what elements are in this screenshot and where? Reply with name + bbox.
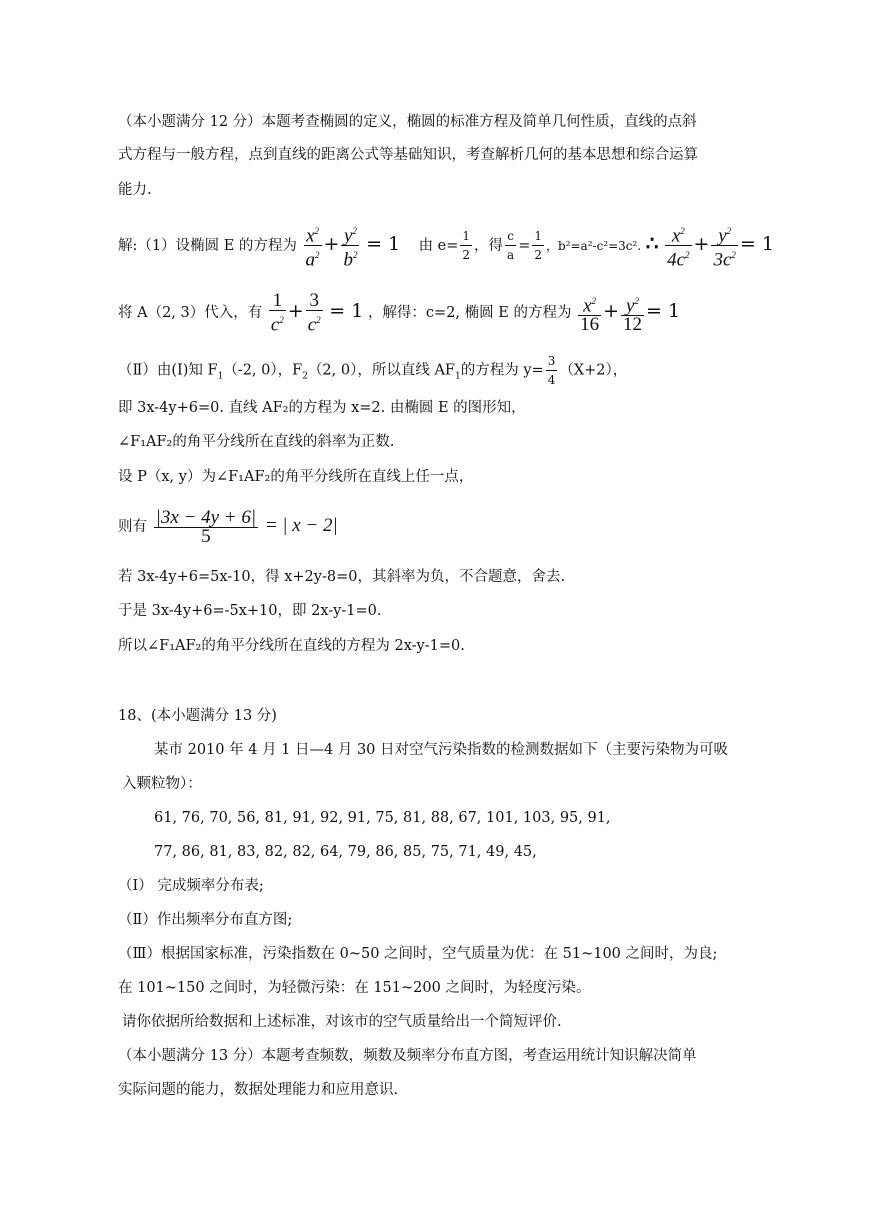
analysis-17-line2: 式方程与一般方程，点到直线的距离公式等基础知识，考查解析几何的基本思想和综合运算 — [118, 147, 698, 163]
distance-numerator: |3x − 4y + 6| — [155, 506, 257, 528]
question-18-part3-line2: 在 101~150 之间时，为轻微污染：在 151~200 之间时，为轻度污染。 — [118, 980, 591, 996]
solve-label: ，解得：c=2, 椭圆 E 的方程为 — [367, 305, 572, 322]
part2-line5-prefix: 则有 — [118, 519, 147, 535]
part2-line3: ∠F₁AF₂的角平分线所在直线的斜率为正数. — [118, 434, 395, 450]
therefore-symbol: ∴ — [645, 230, 659, 255]
solution-2-prefix: 将 A（2, 3）代入，有 — [118, 305, 263, 322]
part2-line4: 设 P（x, y）为∠F₁AF₂的角平分线所在直线上任一点， — [118, 469, 474, 485]
equation-1-tail: = 1 — [366, 232, 401, 255]
fraction-3-c2: $\frac{3}{c^2}$ — [307, 290, 321, 336]
fraction-x2-16: $\frac{x^2}{16}$ — [578, 292, 601, 334]
fraction-x2-4c2: $\frac{x^2}{4c^2}$ — [665, 222, 691, 270]
analysis-18-line2: 实际问题的能力，数据处理能力和应用意识. — [118, 1082, 399, 1098]
part2-line1-b: （-2, 0），F — [223, 362, 303, 379]
distance-equation-tail: = | x − 2| — [264, 515, 338, 536]
get-label: ，得 — [474, 237, 504, 254]
fraction-3-4: $\frac{3}{4}$ — [547, 354, 556, 387]
solution-1-prefix: 解:（1）设椭圆 E 的方程为 — [118, 237, 297, 254]
question-18-part3-line1: （Ⅲ）根据国家标准，污染指数在 0~50 之间时，空气质量为优：在 51~100 之间时，为良; — [118, 946, 718, 962]
question-18-intro-line2: 入颗粒物）： — [122, 776, 202, 792]
part2-line7: 于是 3x-4y+6=-5x+10，即 2x-y-1=0. — [118, 603, 382, 619]
analysis-17-line3: 能力. — [118, 182, 152, 198]
fraction-one-half-a: $\frac{1}{2}$ — [462, 229, 471, 263]
data-line-2: 77, 86, 81, 83, 82, 82, 64, 79, 86, 85, 75, 71, 49, 45, — [154, 844, 537, 860]
question-18-part1: （Ⅰ） 完成频率分布表; — [118, 878, 264, 894]
eccentricity-label: 由 e= — [418, 237, 459, 254]
question-18-header: 18、(本小题满分 13 分) — [118, 708, 277, 724]
fraction-distance — [154, 506, 258, 547]
part2-line8: 所以∠F₁AF₂的角平分线所在直线的方程为 2x-y-1=0. — [118, 638, 465, 654]
question-18-intro-line1: 某市 2010 年 4 月 1 日—4 月 30 日对空气污染指数的检测数据如下（主要污染物为可吸 — [154, 742, 729, 758]
fraction-c-a: $\frac{c}{a}$ — [507, 229, 515, 263]
fraction-1-c2: $\frac{1}{c^2}$ — [270, 290, 284, 336]
analysis-17-line1: （本小题满分 12 分）本题考查椭圆的定义，椭圆的标准方程及简单几何性质，直线的点斜 — [118, 114, 697, 130]
fraction-x2-a2: $\frac{x^2}{a^2}$ — [304, 222, 322, 270]
equation-2-tail: = 1 — [329, 300, 364, 323]
part2-line1-d: 的方程为 y= — [460, 362, 544, 379]
fraction-y2-b2: $\frac{y^2}{b^2}$ — [341, 222, 359, 270]
solution-line-1: 解:（1）设椭圆 E 的方程为 $\frac{x^2}{a^2}$ + $\frac{y^2}{b^2}$ = 1 由 e= $\frac{1}{2}$ ，得 $\frac{c}{a}$ = $\frac{1}{2}$ ，b²=a²-c²=3c². ∴ $\frac{x^2}{4c^2}$ + $\frac{y^2}{3c^2}$ = 1 — [118, 222, 774, 270]
distance-denominator: 5 — [201, 525, 211, 547]
part2-line1: （Ⅱ）由(Ⅰ)知 $F_1(-2$, 0），$F_2(2$, 0），所以直线 $AF_1$的方程为 y= $\frac{3}{4}$ （X+2）， — [118, 354, 628, 387]
part2-line2: 即 3x-4y+6=0. 直线 AF₂的方程为 x=2. 由椭圆 E 的图形知， — [118, 400, 526, 416]
fraction-one-half-b: $\frac{1}{2}$ — [534, 229, 542, 263]
part2-line5 — [118, 506, 338, 547]
analysis-18-line1: （本小题满分 13 分）本题考查频数，频数及频率分布直方图，考查运用统计知识解决简单 — [118, 1048, 697, 1064]
part2-line1-c: （2, 0），所以直线 AF — [307, 362, 455, 379]
solution-line-2: 将 A（2, 3）代入，有 $\frac{1}{c^2}$ + $\frac{3}{c^2}$ = 1 ，解得：c=2, 椭圆 E 的方程为 $\frac{x^2}{16}$ + $\frac{y^2}{12}$ = 1 — [118, 290, 681, 336]
b-squared-relation: ，b²=a²-c²=3c². — [546, 238, 642, 253]
fraction-y2-12: $\frac{y^2}{12}$ — [621, 292, 644, 334]
fraction-y2-3c2: $\frac{y^2}{3c^2}$ — [711, 222, 737, 270]
part2-line1-a: （Ⅱ）由(Ⅰ)知 F — [118, 362, 218, 379]
part2-line6: 若 3x-4y+6=5x-10，得 x+2y-8=0，其斜率为负，不合题意，舍去. — [118, 569, 566, 585]
data-line-1: 61, 76, 70, 56, 81, 91, 92, 91, 75, 81, 88, 67, 101, 103, 95, 91, — [154, 810, 611, 826]
question-18-part3-line3: 请你依据所给数据和上述标准，对该市的空气质量给出一个简短评价. — [122, 1014, 562, 1030]
question-18-part2: （Ⅱ）作出频率分布直方图; — [118, 912, 293, 928]
part2-line1-e: （X+2）， — [559, 362, 628, 379]
